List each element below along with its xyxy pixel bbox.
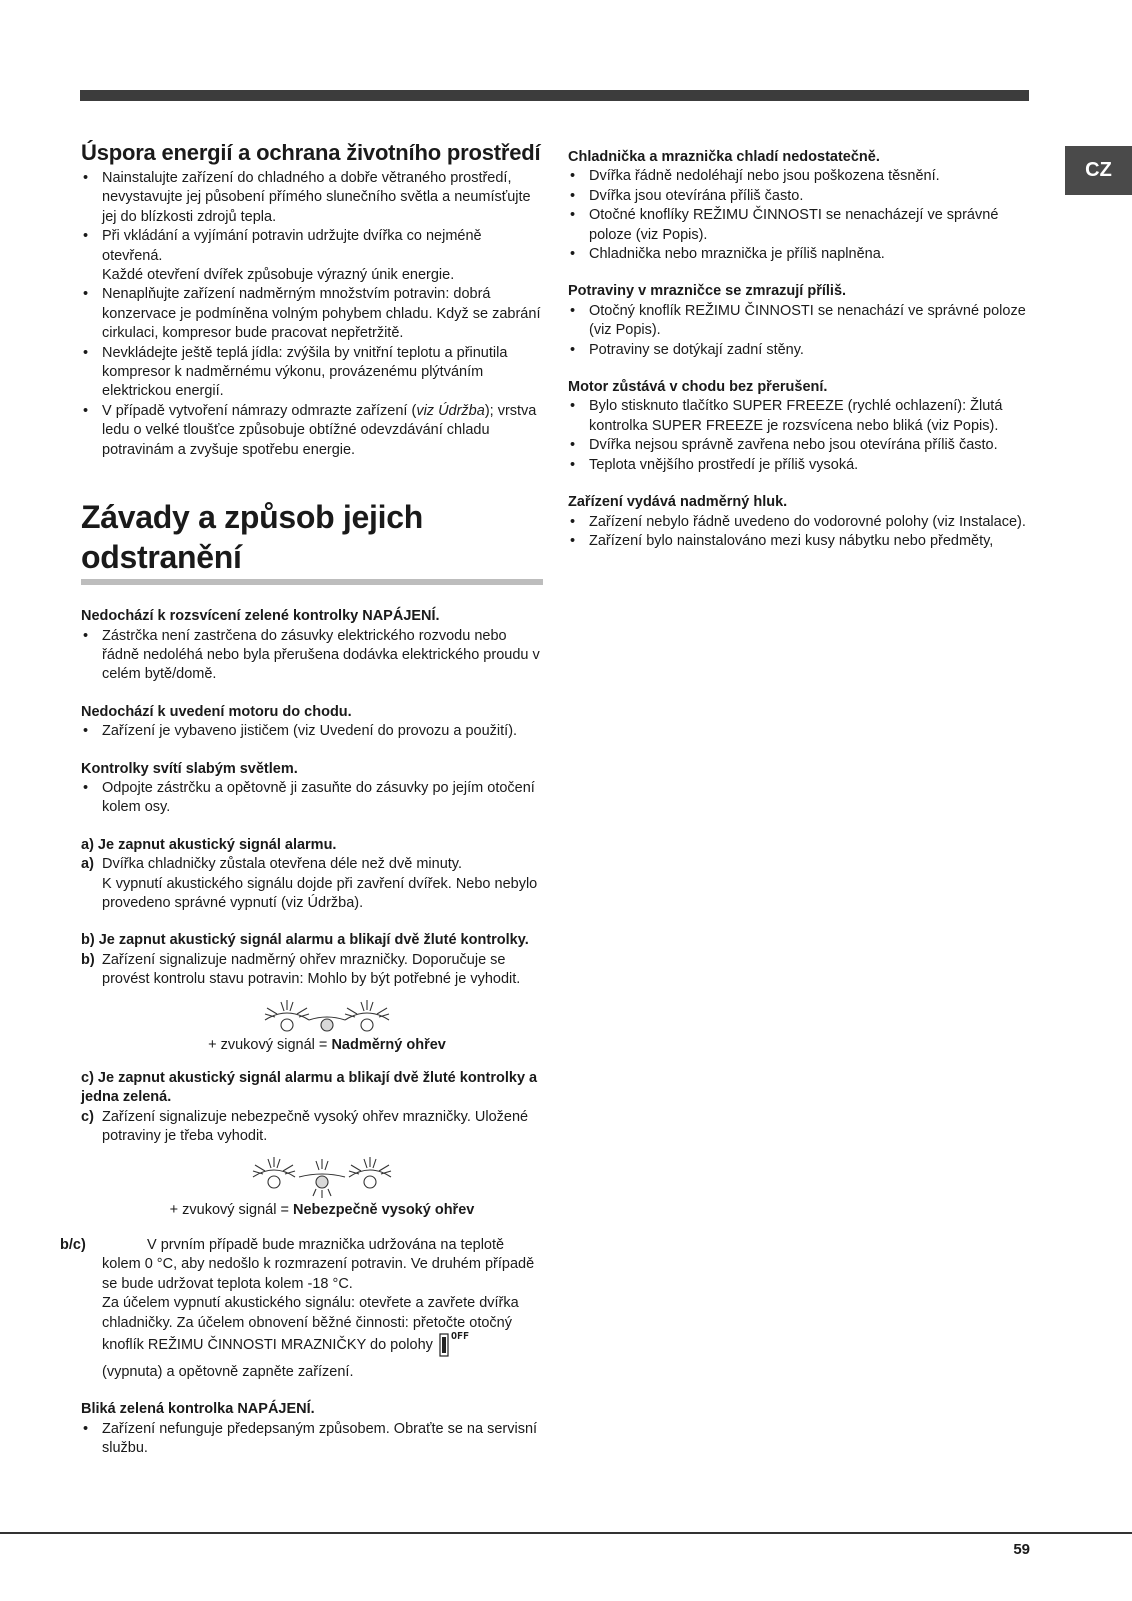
caption-result: Nebezpečně vysoký ohřev [292, 1201, 475, 1218]
fault-bc [60, 1236, 543, 1382]
list-item: • Nainstalujte zařízení do chladného a dobře větraného prostředí, nevystavujte jej působení přímého slunečního světla a neumísťujte jej do blízkosti zdrojů tepla. [81, 169, 543, 227]
list-item: • Dvířka řádně nedoléhají nebo jsou poškozena těsnění. [568, 167, 1033, 186]
item-label: a) [81, 856, 94, 873]
energy-list [81, 169, 543, 460]
left-column [60, 140, 543, 1477]
caption-prefix: + zvukový signál = [208, 1036, 332, 1053]
fault-cooling [568, 148, 1033, 264]
list-item: • Nenaplňujte zařízení nadměrným množstvím potravin: dobrá konzervace je podmíněna volným pohybem chladu. Když se zabrání cirkulaci, kompresor bude pracovat nepřetržitě. [81, 285, 543, 343]
list-item: • Bylo stisknuto tlačítko SUPER FREEZE (rychlé ochlazení): Žlutá kontrolka SUPER FREEZE je rozsvícena nebo bliká (viz Popis). [568, 397, 1033, 436]
fault-heading: Nedochází k rozsvícení zelené kontrolky NAPÁJENÍ. [81, 608, 440, 625]
fault-heading: a) Je zapnut akustický signál alarmu. [81, 836, 337, 853]
fault-heading: Zařízení vydává nadměrný hluk. [568, 494, 788, 511]
blinking-lamp-icon [253, 1157, 295, 1188]
right-column [568, 148, 1033, 569]
bc-text: V prvním případě bude mraznička udržována na teplotě kolem 0 °C, aby nedošlo k rozmrazení potravin. Ve druhém případě se bude udržovat teplota kolem -18 °C. [102, 1237, 535, 1292]
indicator-row-b [81, 998, 543, 1034]
fault-heading: Potraviny v mrazničce se zmrazují příliš. [568, 283, 847, 300]
list-item: • Zástrčka není zastrčena do zásuvky elektrického rozvodu nebo řádně nedoléhá nebo byla přerušena dodávka elektrického proudu v celém bytě/domě. [81, 627, 543, 685]
indicator-caption-c [81, 1201, 543, 1220]
fault-heading: b) Je zapnut akustický signál alarmu a blikají dvě žluté kontrolky. [81, 932, 529, 949]
list-item-text: Při vkládání a vyjímání potravin udržujte dvířka co nejméně otevřená. [102, 228, 482, 264]
fault-alarm-b [81, 931, 543, 1055]
list-item: • Potraviny se dotýkají zadní stěny. [568, 341, 1033, 360]
fault-noise [568, 493, 1033, 551]
list-item: • Zařízení nebylo řádně uvedeno do vodorovné polohy (viz Instalace). [568, 513, 1033, 532]
fault-heading: Motor zůstává v chodu bez přerušení. [568, 379, 828, 396]
list-item-italic: viz Údržba [416, 402, 485, 419]
list-item: • Odpojte zástrčku a opětovně ji zasuňte do zásuvky po jejím otočení kolem osy. [81, 779, 543, 818]
bc-paragraph [60, 1236, 543, 1294]
item-label: b) [81, 951, 95, 968]
bc-text: Za účelem vypnutí akustického signálu: otevřete a zavřete dvířka chladničky. Za účelem obnovení běžné činnosti: přetočte otočný knoflík REŽIMU ČINNOSTI MRAZNIČKY do polohy [102, 1295, 519, 1353]
indicator-lamps-icon [247, 1155, 397, 1199]
off-position-icon [439, 1333, 449, 1357]
fault-heading: Bliká zelená kontrolka NAPÁJENÍ. [81, 1401, 315, 1418]
fault-heading: Chladnička a mraznička chladí nedostatečně. [568, 149, 880, 165]
caption-result: Nadměrný ohřev [331, 1036, 446, 1053]
top-bar [80, 90, 1029, 101]
list-item [81, 227, 543, 285]
blinking-lamp-icon [265, 1000, 309, 1031]
page-number: 59 [1013, 1541, 1030, 1558]
faults-title: Závady a způsob jejich odstranění [81, 499, 423, 576]
blinking-lamp-icon [345, 1000, 389, 1031]
item-text: Zařízení signalizuje nebezpečně vysoký ohřev mrazničky. Uložené potraviny je třeba vyhodit. [102, 1108, 529, 1145]
fault-heading: Nedochází k uvedení motoru do chodu. [81, 703, 352, 720]
list-item: • Otočný knoflík REŽIMU ČINNOSTI se nenachází ve správné poloze (viz Popis). [568, 302, 1033, 341]
list-item-extra: Každé otevření dvířek způsobuje výrazný únik energie. [102, 267, 455, 284]
list-item: • Teplota vnějšího prostředí je příliš vysoká. [568, 456, 1033, 475]
list-item-text: V případě vytvoření námrazy odmrazte zařízení ( [102, 402, 417, 419]
indicator-caption-b [81, 1036, 543, 1055]
list-item-text: ); vrstva ledu o velké tloušťce způsobuje obtížné odevzdávání chladu potravinám a zvyšuje spotřebu energie. [102, 402, 537, 458]
fault-alarm-a [81, 836, 543, 914]
list-item: • Zařízení bylo nainstalováno mezi kusy nábytku nebo předměty, [568, 532, 1033, 551]
bc-label: b/c) [60, 1237, 86, 1254]
steady-lamp-icon [309, 1017, 345, 1031]
fault-dim [81, 760, 543, 818]
energy-title: Úspora energií a ochrana životního prostředí [81, 140, 541, 165]
title-rule [81, 579, 543, 585]
list-item: • Dvířka nejsou správně zavřena nebo jsou otevírána příliš často. [568, 436, 1033, 455]
list-item: • Chladnička nebo mraznička je příliš naplněna. [568, 245, 1033, 264]
item-text: Zařízení signalizuje nadměrný ohřev mrazničky. Doporučuje se provést kontrolu stavu potravin: Mohlo by být potřebné je vyhodit. [102, 951, 521, 988]
item-text: Dvířka chladničky zůstala otevřena déle než dvě minuty. [102, 856, 462, 873]
fault-heading: c) Je zapnut akustický signál alarmu a blikají dvě žluté kontrolky a jedna zelená. [81, 1070, 538, 1106]
off-label: OFF [450, 1331, 469, 1343]
blinking-green-lamp-icon [299, 1159, 345, 1198]
list-item [81, 402, 543, 460]
bc-paragraph-2 [81, 1294, 543, 1357]
fault-power [81, 607, 543, 685]
fault-motor [81, 703, 543, 742]
indicator-row-c [81, 1155, 543, 1199]
fault-alarm-c [81, 1069, 543, 1220]
fault-heading: Kontrolky svítí slabým světlem. [81, 760, 298, 777]
list-item: • Zařízení nefunguje předepsaným způsobem. Obraťte se na servisní službu. [81, 1420, 543, 1459]
labeled-item [81, 855, 543, 913]
item-label: c) [81, 1108, 94, 1125]
list-item: • Nevkládejte ještě teplá jídla: zvýšila by vnitřní teplotu a přinutila kompresor k nadměrnému výkonu, provázenému plýtváním elektrickou energií. [81, 344, 543, 402]
list-item: • Dvířka jsou otevírána příliš často. [568, 187, 1033, 206]
blinking-lamp-icon [349, 1157, 391, 1188]
language-tab: CZ [1065, 146, 1132, 195]
fault-freezing [568, 282, 1033, 360]
list-item: • Zařízení je vybaveno jističem (viz Uvedení do provozu a použití). [81, 722, 543, 741]
fault-running [568, 378, 1033, 475]
caption-prefix: + zvukový signál = [169, 1201, 293, 1218]
bottom-rule [0, 1532, 1132, 1534]
list-item: • Otočné knoflíky REŽIMU ČINNOSTI se nenacházejí ve správné poloze (viz Popis). [568, 206, 1033, 245]
fault-blink [81, 1400, 543, 1458]
bc-paragraph-3: (vypnuta) a opětovně zapněte zařízení. [102, 1364, 354, 1381]
item-cont: K vypnutí akustického signálu dojde při zavření dvířek. Nebo nebylo provedeno správné vypnutí (viz Údržba). [102, 875, 538, 911]
labeled-item [81, 1108, 543, 1147]
labeled-item [81, 951, 543, 990]
indicator-lamps-icon [257, 998, 397, 1034]
